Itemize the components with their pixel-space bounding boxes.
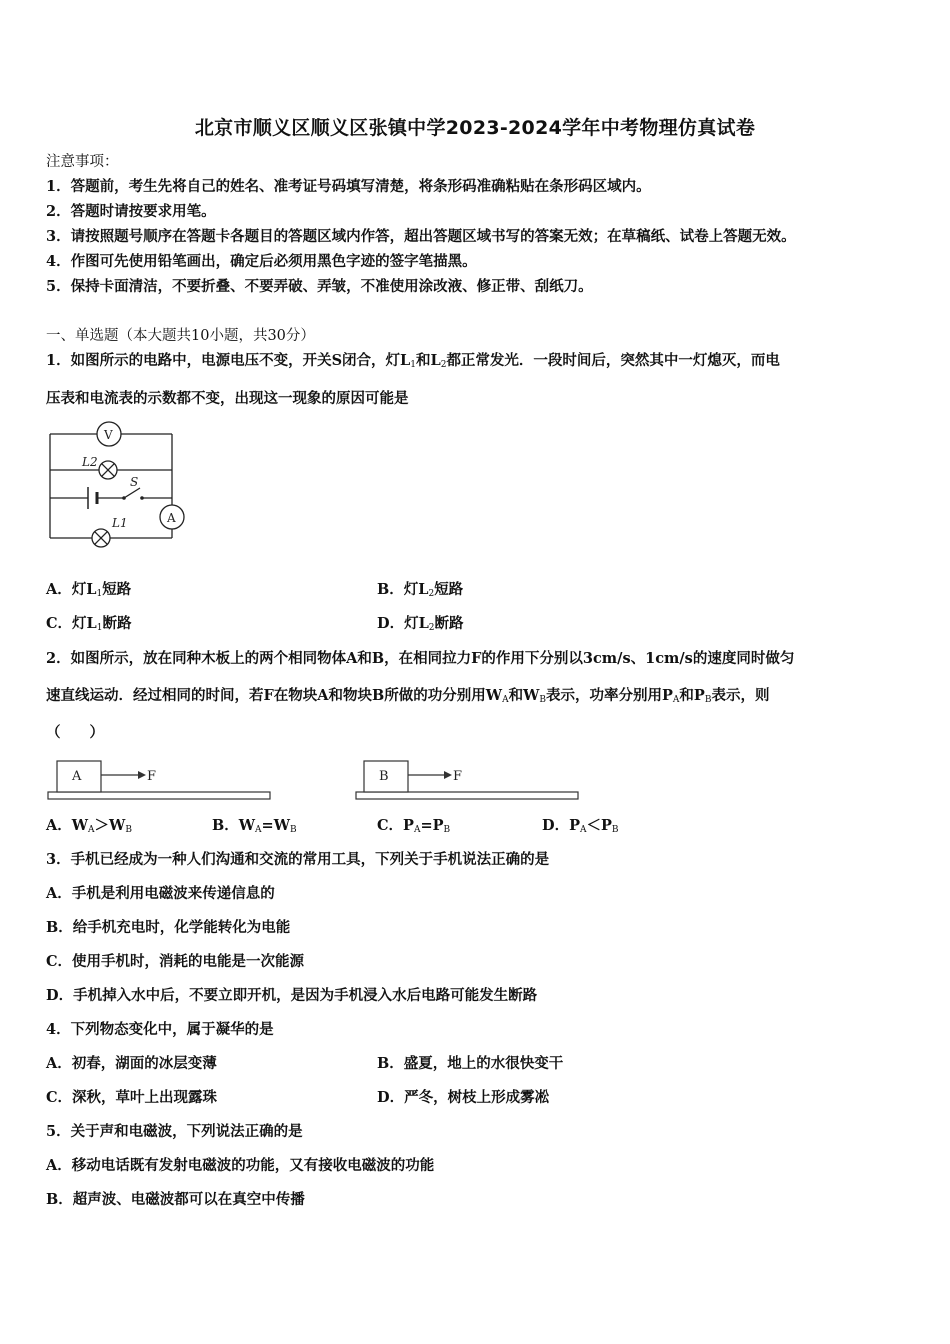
q4-option-c[interactable]: C．深秋，草叶上出现露珠 [46,1089,218,1106]
q5-option-a[interactable]: A．移动电话既有发射电磁波的功能，又有接收电磁波的功能 [46,1157,435,1174]
voltmeter-label: V [104,428,113,442]
q2-option-b[interactable]: B．$W_A=W_B$ [212,817,297,835]
q4-option-d[interactable]: D．严冬，树枝上形成雾凇 [377,1089,550,1106]
q2-option-d[interactable]: D．$P_A<P_B$ [542,817,619,835]
notice-item-2: 2．答题时请按要求用笔。 [46,203,216,220]
q4-stem: 4．下列物态变化中，属于凝华的是 [46,1021,274,1038]
q3-stem: 3．手机已经成为一种人们沟通和交流的常用工具，下列关于手机说法正确的是 [46,851,550,868]
q3-option-b[interactable]: B．给手机充电时，化学能转化为电能 [46,919,291,936]
notice-item-4: 4．作图可先使用铅笔画出，确定后必须用黑色字迹的签字笔描黑。 [46,253,477,270]
q1-option-b[interactable]: B．灯$L_2$短路 [377,581,464,599]
q4-option-b[interactable]: B．盛夏，地上的水很快变干 [377,1055,564,1072]
q2-option-a[interactable]: A．$W_A>W_B$ [46,817,132,835]
board-b [356,792,578,799]
q2-option-c[interactable]: C．$P_A=P_B$ [377,817,451,835]
lamp-l1-label: L1 [112,516,128,530]
notice-item-1: 1．答题前，考生先将自己的姓名、准考证号码填写清楚，将条形码准确粘贴在条形码区域内。 [46,178,651,195]
lamp-l2-label: L2 [82,455,98,469]
q1-option-a[interactable]: A．灯$L_1$短路 [46,581,132,599]
force-b-label: F [453,769,463,784]
block-b-label: B [379,769,389,784]
q3-option-d[interactable]: D．手机掉入水中后，不要立即开机，是因为手机浸入水后电路可能发生断路 [46,987,538,1004]
force-a-label: F [147,769,157,784]
block-a-label: A [72,769,82,784]
q4-option-a[interactable]: A．初春，湖面的冰层变薄 [46,1055,217,1072]
notice-heading: 注意事项： [46,154,119,170]
ammeter-label: A [167,511,176,525]
q3-option-a[interactable]: A．手机是利用电磁波来传递信息的 [46,885,275,902]
q5-option-b[interactable]: B．超声波、电磁波都可以在真空中传播 [46,1191,305,1208]
q1-stem-line2: 压表和电流表的示数都不变，出现这一现象的原因可能是 [46,390,409,407]
q1-stem-line1: 1．如图所示的电路中，电源电压不变，开关S闭合，灯$L_1$和$L_2$都正常发光．一段时间后，突然其中一灯熄灭，而电 [46,352,780,370]
q5-stem: 5．关于声和电磁波，下列说法正确的是 [46,1123,303,1140]
q1-option-c[interactable]: C．灯$L_1$断路 [46,615,132,633]
q2-force-figure [46,755,586,805]
q2-stem-line1: 2．如图所示，放在同种木板上的两个相同物体A和B，在相同拉力F的作用下分别以3cm/s、1cm/s的速度同时做匀 [46,650,795,667]
switch-label: S [130,475,139,489]
board-a [48,792,270,799]
section-heading: 一、单选题（本大题共10小题，共30分） [46,328,315,344]
notice-item-5: 5．保持卡面清洁，不要折叠、不要弄破、弄皱，不准使用涂改液、修正带、刮纸刀。 [46,278,593,295]
q1-circuit-figure [40,418,190,548]
q2-stem-line2: 速直线运动．经过相同的时间，若F在物块A和物块B所做的功分别用$W_A$和$W_B$表示，功率分别用$P_A$和$P_B$表示，则 [46,687,770,705]
notice-item-3: 3．请按照题号顺序在答题卡各题目的答题区域内作答，超出答题区域书写的答案无效；在草稿纸、试卷上答题无效。 [46,228,796,245]
q2-answer-bracket: （ ） [46,724,104,741]
q3-option-c[interactable]: C．使用手机时，消耗的电能是一次能源 [46,953,305,970]
q1-option-d[interactable]: D．灯$L_2$断路 [377,615,464,633]
page-title: 北京市顺义区顺义区张镇中学2023-2024学年中考物理仿真试卷 [194,117,756,139]
